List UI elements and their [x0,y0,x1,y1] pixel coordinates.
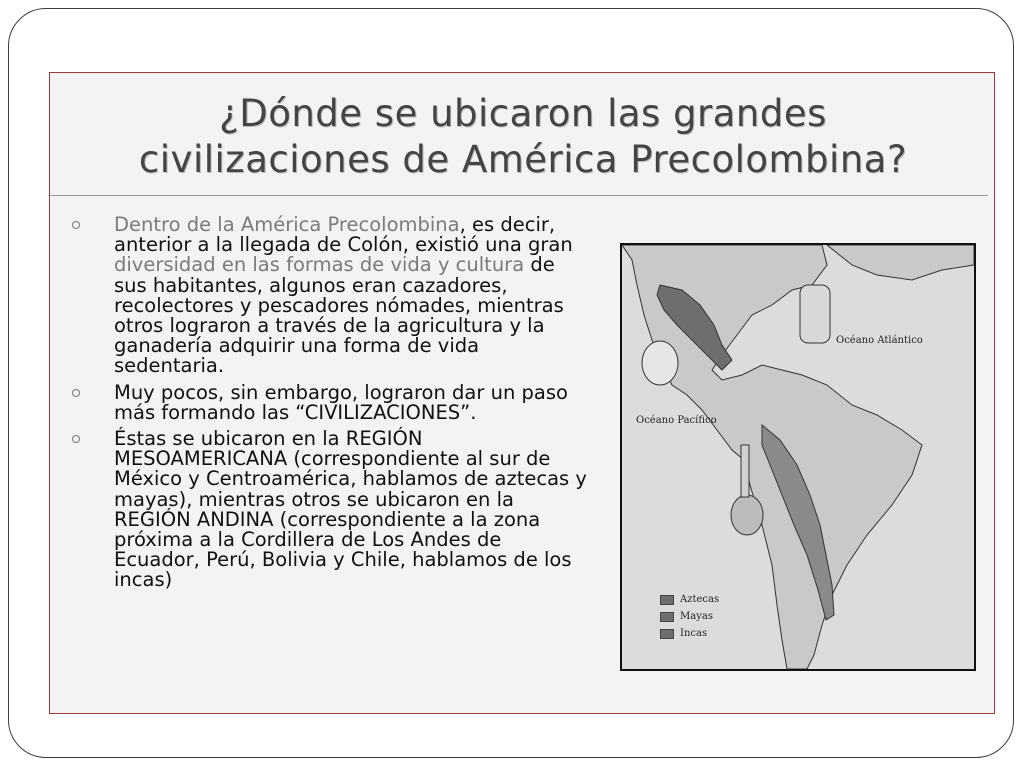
legend-swatch [660,595,674,605]
title-line-2: civilizaciones de América Precolombina? [138,138,908,181]
inca-figure-icon [731,495,763,535]
bullet-3-text: Éstas se ubicaron en la REGIÓN MESOAMERICANA (correspondiente al sur de México y Centroamérica, hablamos de aztecas y mayas), mientras otros se ubicaron en la REGIÓN ANDINA (correspondiente a la zona próxima a la Cordillera de Los Andes de Ecuador, Perú, Bolivia y Chile, hablamos de los incas) [114,427,587,592]
bullet-1-part-3: diversidad en las formas de vida y cultura [114,253,525,277]
atlantic-label: Océano Atlántico [836,335,923,346]
title-line-1: ¿Dónde se ubicaron las grandes [219,92,827,135]
bullet-1-part-2: , es decir, anterior a la llegada de Colón, existió una gran [114,213,573,257]
north-landmass [827,245,974,280]
legend-label: Incas [680,628,708,639]
aztec-warrior-icon [800,285,830,343]
bullet-icon [72,435,80,443]
bullet-icon [72,389,80,397]
bullet-item [72,380,592,424]
legend-item [660,608,719,625]
bullet-icon [72,221,80,229]
legend-item [660,625,719,642]
slide-title [50,91,995,183]
slide-content [49,72,995,714]
bullet-item [72,215,592,377]
legend-swatch [660,612,674,622]
bullet-list [72,215,592,597]
bullet-item [72,429,592,591]
americas-map [620,243,976,671]
pacific-label: Océano Pacífico [636,415,717,426]
title-divider [50,195,988,196]
inca-staff-icon [741,445,749,497]
bullet-1-part-4: de sus habitantes, algunos eran cazadores, recolectores y pescadores nómades, mientras otros lograron a través de la agricultura y la ganadería adquirir una forma de vida sedentaria. [114,253,564,378]
slide-frame [8,8,1014,758]
bullet-2-text: Muy pocos, sin embargo, lograron dar un paso más formando las “CIVILIZACIONES”. [114,380,568,424]
legend-swatch [660,629,674,639]
legend-label: Aztecas [680,594,720,605]
olmec-head-icon [642,341,678,385]
legend-label: Mayas [680,611,713,622]
map-legend [660,591,719,642]
bullet-1-part-1: Dentro de la América Precolombina [114,213,460,236]
legend-item [660,591,719,608]
